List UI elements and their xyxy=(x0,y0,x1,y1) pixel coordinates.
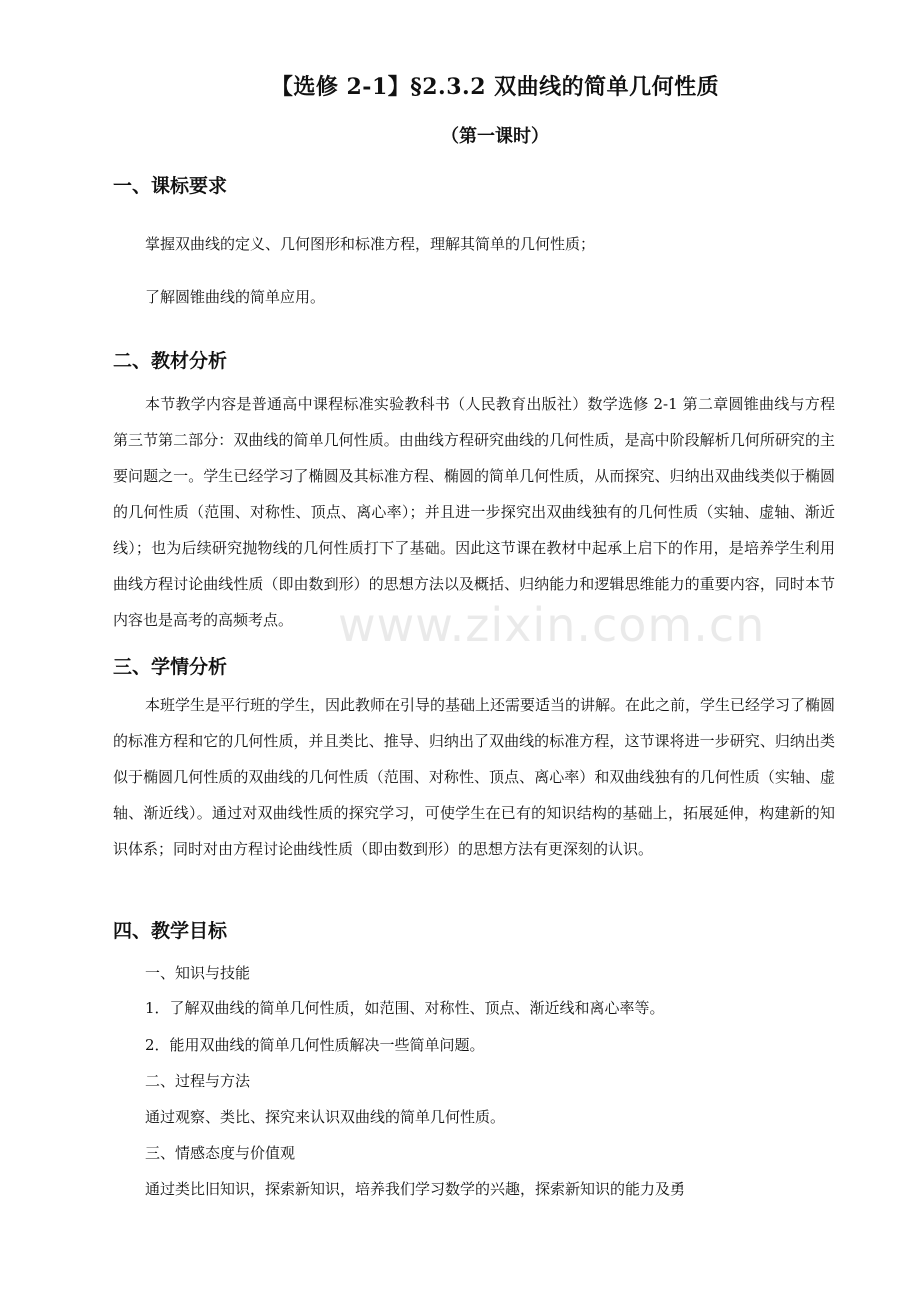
goal-attitude-text: 通过类比旧知识，探索新知识，培养我们学习数学的兴趣，探索新知识的能力及勇 xyxy=(145,1180,686,1198)
document-subtitle: （第一课时） xyxy=(441,126,549,147)
goal-process-text: 通过观察、类比、探究来认识双曲线的简单几何性质。 xyxy=(145,1108,506,1126)
goal-subheading-attitude: 三、情感态度与价值观 xyxy=(145,1144,296,1162)
goal-item-2: 2．能用双曲线的简单几何性质解决一些简单问题。 xyxy=(145,1036,485,1054)
document-title: 【选修 2-1】§2.3.2 双曲线的简单几何性质 xyxy=(270,74,720,100)
goal-subheading-knowledge: 一、知识与技能 xyxy=(145,964,251,982)
section-heading-teaching-goals: 四、教学目标 xyxy=(113,920,228,942)
goal-subheading-process: 二、过程与方法 xyxy=(145,1072,251,1090)
textbook-analysis-paragraph: 本节教学内容是普通高中课程标准实验教科书（人民教育出版社）数学选修 2-1 第二章圆锥曲线与方程第三节第二部分：双曲线的简单几何性质。由曲线方程研究曲线的几何性质，是高中阶段解析几何所研究的主要问题之一。学生已经学习了椭圆及其标准方程、椭圆的简单几何性质，从而探究、归纳出双曲线类似于椭圆的几何性质（范围、对称性、顶点、离心率）；并且进一步探究出双曲线独有的几何性质（实轴、虚轴、渐近线）；也为后续研究抛物线的几何性质打下了基础。因此这节课在教材中起承上启下的作用，是培养学生利用曲线方程讨论曲线性质（即由数到形）的思想方法以及概括、归纳能力和逻辑思维能力的重要内容，同时本节内容也是高考的高频考点。 xyxy=(113,395,835,629)
watermark: www.zixin.com.cn xyxy=(338,598,766,652)
goal-item-1: 1．了解双曲线的简单几何性质，如范围、对称性、顶点、渐近线和离心率等。 xyxy=(145,999,665,1017)
curriculum-line-1: 掌握双曲线的定义、几何图形和标准方程，理解其简单的几何性质； xyxy=(145,235,596,253)
section-heading-textbook-analysis: 二、教材分析 xyxy=(113,350,228,372)
curriculum-line-2: 了解圆锥曲线的简单应用。 xyxy=(145,288,326,306)
section-heading-curriculum: 一、课标要求 xyxy=(113,175,228,197)
student-analysis-paragraph: 本班学生是平行班的学生，因此教师在引导的基础上还需要适当的讲解。在此之前，学生已经学习了椭圆的标准方程和它的几何性质，并且类比、推导、归纳出了双曲线的标准方程，这节课将进一步研究、归纳出类似于椭圆几何性质的双曲线的几何性质（范围、对称性、顶点、离心率）和双曲线独有的几何性质（实轴、虚轴、渐近线）。通过对双曲线性质的探究学习，可使学生在已有的知识结构的基础上，拓展延伸，构建新的知识体系；同时对由方程讨论曲线性质（即由数到形）的思想方法有更深刻的认识。 xyxy=(113,696,836,858)
section-heading-student-analysis: 三、学情分析 xyxy=(113,656,228,678)
